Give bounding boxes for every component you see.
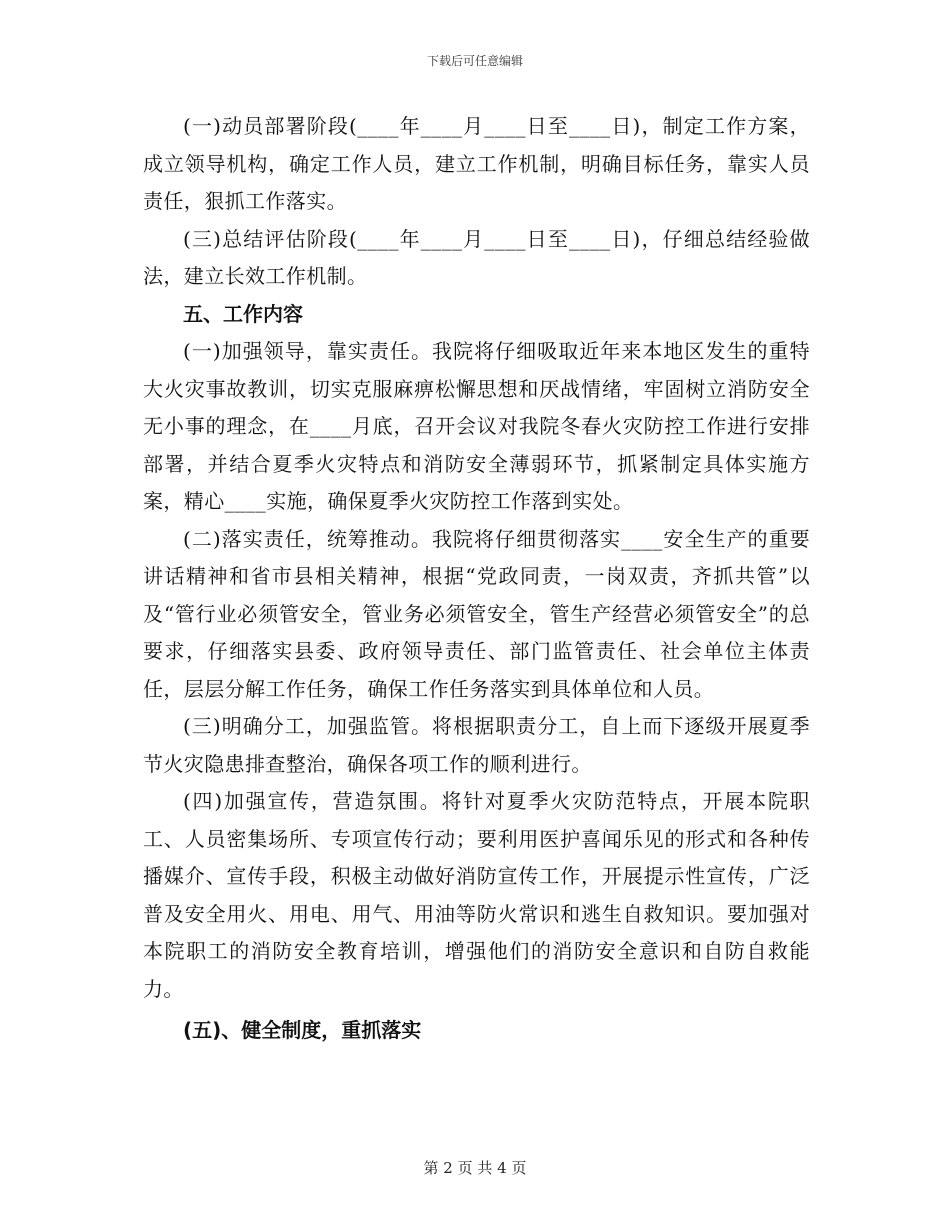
page-footer: 第 2 页 共 4 页 [423, 1159, 527, 1177]
paragraph-item-4: (四)加强宣传，营造氛围。将针对夏季火灾防范特点，开展本院职工、人员密集场所、专项宣传行动；要利用医护喜闻乐见的形式和各种传播媒介、宣传手段，积极主动做好消防宣传工作，开展提示性宣传，广泛普及安全用火、用电、用气、用油等防火常识和逃生自救知识。要加强对本院职工的消防安全教育培训，增强他们的消防安全意识和自防自救能力。 [143, 789, 810, 1001]
subsection-heading-5: (五)、健全制度，重抓落实 [183, 1018, 422, 1042]
paragraph-mobilization-stage: (一)动员部署阶段(____年____月____日至____日)，制定工作方案，成立领导机构，确定工作人员，建立工作机制，明确目标任务，靠实人员责任，狠抓工作落实。 [143, 114, 810, 213]
document-body [143, 108, 810, 1050]
paragraph-item-2: (二)落实责任，统筹推动。我院将仔细贯彻落实____安全生产的重要讲话精神和省市县相关精神，根据“党政同责，一岗双责，齐抓共管”以及“管行业必须管安全，管业务必须管安全，管生产经营必须管安全”的总要求，仔细落实县委、政府领导责任、部门监管责任、社会单位主体责任，层层分解工作任务，确保工作任务落实到具体单位和人员。 [143, 526, 810, 701]
page-header: 下载后可任意编辑 [426, 54, 523, 68]
paragraph-item-3: (三)明确分工，加强监管。将根据职责分工，自上而下逐级开展夏季节火灾隐患排查整治，确保各项工作的顺利进行。 [143, 714, 810, 776]
paragraph-evaluation-stage: (三)总结评估阶段(____年____月____日至____日)，仔细总结经验做法，建立长效工作机制。 [143, 226, 810, 288]
paragraph-item-1: (一)加强领导，靠实责任。我院将仔细吸取近年来本地区发生的重特大火灾事故教训，切实克服麻痹松懈思想和厌战情绪，牢固树立消防安全无小事的理念，在____月底，召开会议对我院冬春火灾防控工作进行安排部署，并结合夏季火灾特点和消防安全薄弱环节，抓紧制定具体实施方案，精心____实施，确保夏季火灾防控工作落到实处。 [143, 339, 810, 513]
section-heading-work-content: 五、工作内容 [183, 301, 303, 326]
